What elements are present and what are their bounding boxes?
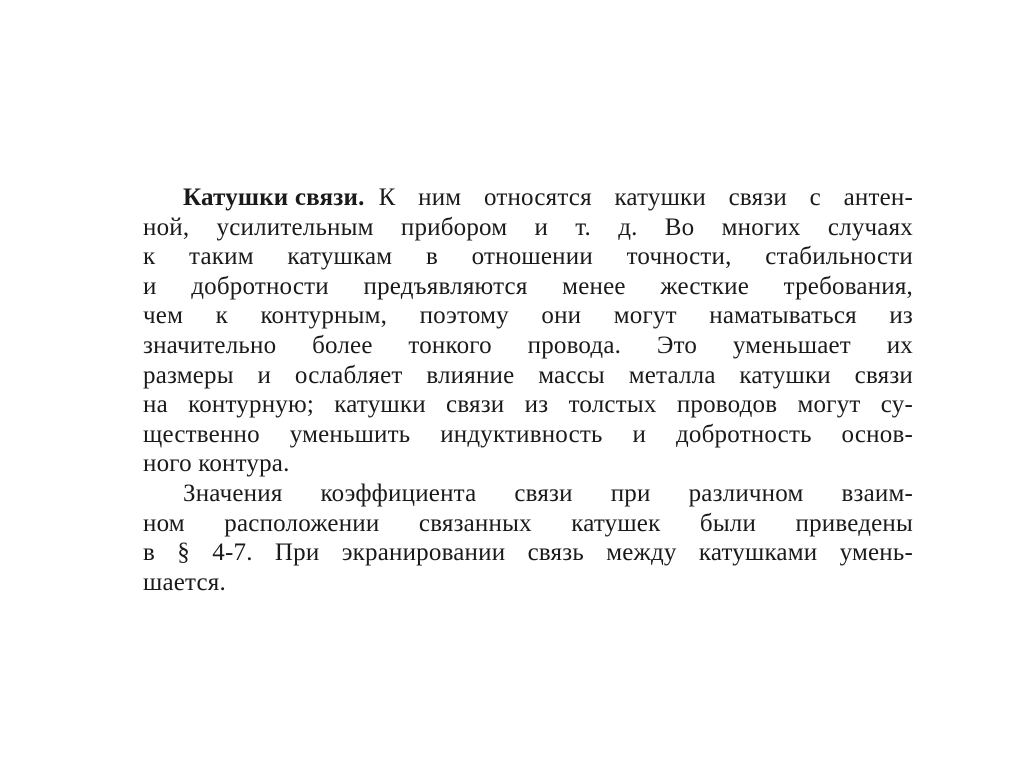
paragraph-1-line-10: ного контура. [143, 450, 290, 478]
paragraph-2-line-2: ном расположении связанных катушек были приведены [143, 509, 913, 537]
paragraph-1-line-4: и добротности предъявляются менее жесткие требования, [143, 272, 913, 300]
paragraph-1-line-9: щественно уменьшить индуктивность и добротность основ- [143, 420, 913, 448]
body-text [143, 183, 913, 597]
paragraph-1-line-2: ной, усилительным прибором и т. д. Во многих случаях [143, 213, 913, 241]
paragraph-1-heading: Катушки связи. [183, 184, 365, 211]
paragraph-1-line-8: на контурную; катушки связи из толстых проводов могут су- [143, 391, 913, 419]
paragraph-1-line-7: размеры и ослабляет влияние массы металла катушки связи [143, 361, 913, 389]
paragraph-2-line-3: в § 4-7. При экранировании связь между катушками умень- [143, 539, 913, 567]
paragraph-1-line-6: значительно более тонкого провода. Это уменьшает их [143, 331, 913, 359]
paragraph-1-line-1-text: К ним относятся катушки связи с антен- [378, 184, 913, 211]
paragraph-2-line-1: Значения коэффициента связи при различном взаим- [183, 479, 913, 507]
paragraph-1-line-5: чем к контурным, поэтому они могут наматываться из [143, 302, 913, 330]
paragraph-1-line-1 [143, 183, 913, 213]
paragraph-2-line-4: шается. [143, 568, 226, 596]
paragraph-1-line-3: к таким катушкам в отношении точности, стабильности [143, 243, 913, 271]
